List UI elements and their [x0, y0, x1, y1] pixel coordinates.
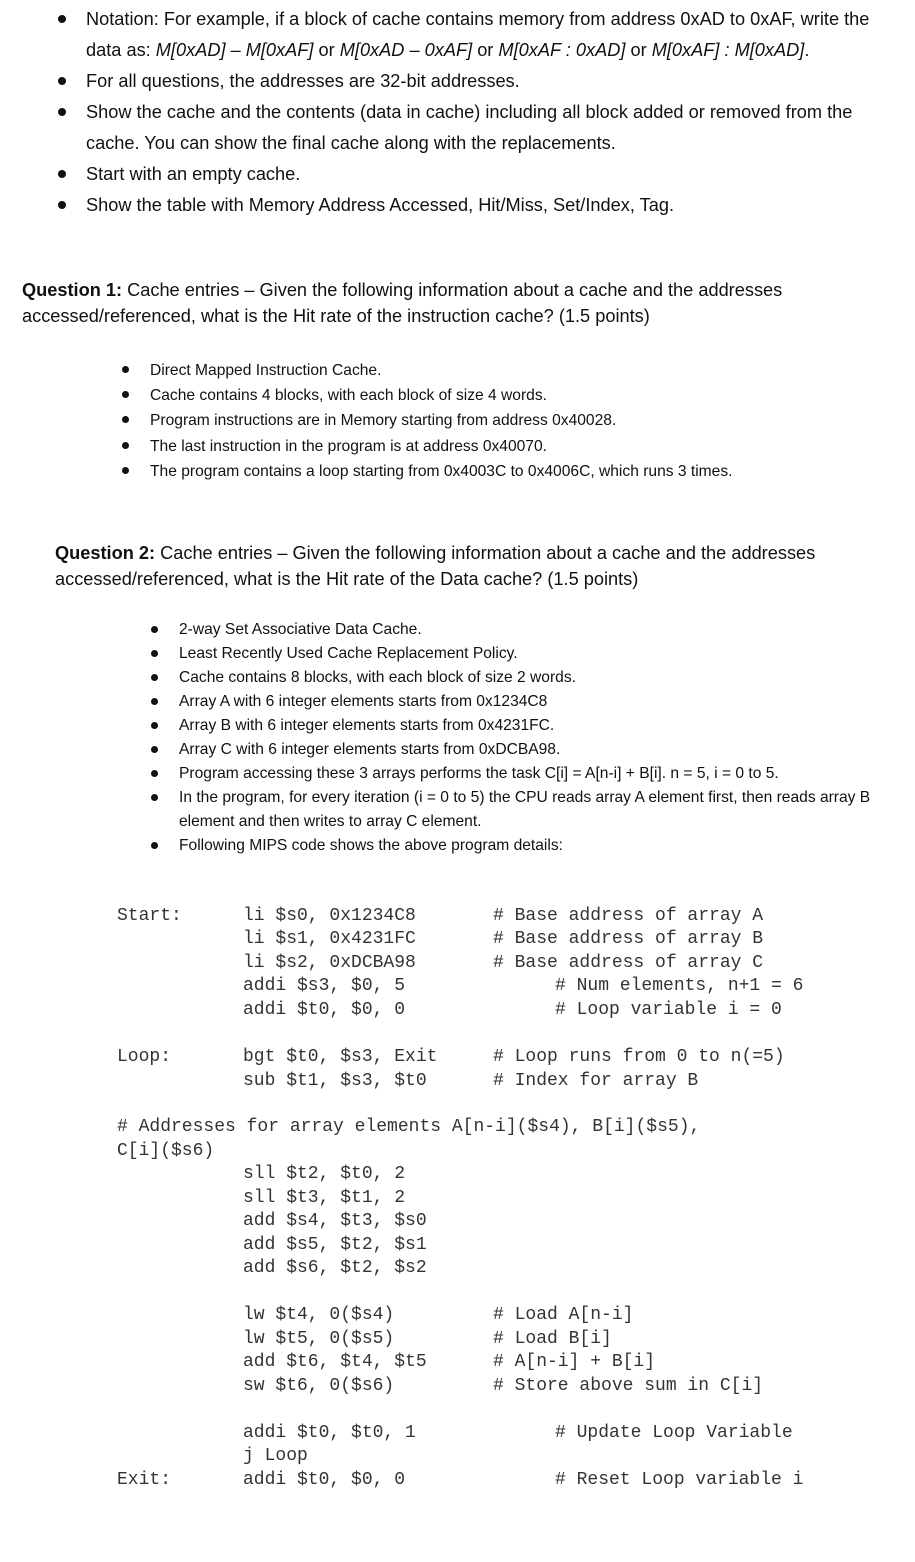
- code-comment: # Load B[i]: [493, 1329, 612, 1349]
- question-1-text: Cache entries – Given the following information about a cache and the addresses accessed/referenced, what is the Hit rate of the instruction cache? (1.5 points): [22, 280, 783, 326]
- code-comment: # Base address of array C: [493, 953, 764, 973]
- list-item: [86, 4, 876, 66]
- code-comment: C[i]($s6): [117, 1141, 215, 1161]
- code-comment: # Base address of array B: [493, 929, 764, 949]
- notation-form: M[0xAD – 0xAF]: [339, 40, 473, 60]
- code-instruction: bgt $t0, $s3, Exit: [243, 1047, 438, 1067]
- code-instruction: addi $t0, $0, 0: [243, 1000, 406, 1020]
- code-comment: # Reset Loop variable i: [555, 1470, 804, 1490]
- code-instruction: addi $t0, $t0, 1: [243, 1423, 416, 1443]
- notation-form: M[0xAD] – M[0xAF]: [155, 40, 314, 60]
- instructions-list: [86, 4, 876, 221]
- code-instruction: add $s6, $t2, $s2: [243, 1258, 427, 1278]
- code-instruction: lw $t5, 0($s5): [243, 1329, 395, 1349]
- exit-label: Exit:: [117, 1470, 172, 1490]
- code-instruction: li $s1, 0x4231FC: [243, 929, 416, 949]
- list-item: Show the cache and the contents (data in cache) including all block added or removed from the cache. You can show the final cache along with the replacements.: [86, 97, 876, 159]
- question-2-heading: [55, 540, 875, 592]
- list-item: Direct Mapped Instruction Cache.: [150, 358, 870, 383]
- question-1-heading: [22, 277, 874, 329]
- list-item: The last instruction in the program is at address 0x40070.: [150, 434, 870, 459]
- start-label: Start:: [117, 906, 182, 926]
- question-2-details: [179, 618, 879, 858]
- notation-note: Notation: For example, if a block of cache contains memory from address 0xAD to 0xAF, write the data as:: [86, 9, 870, 60]
- notation-end: .: [804, 40, 810, 60]
- list-item: Following MIPS code shows the above program details:: [179, 834, 879, 858]
- notation-form: M[0xAF : 0xAD]: [498, 40, 626, 60]
- code-comment: # Num elements, n+1 = 6: [555, 976, 804, 996]
- code-comment: # Update Loop Variable: [555, 1423, 793, 1443]
- list-item: Array B with 6 integer elements starts from 0x4231FC.: [179, 714, 879, 738]
- notation-or: or: [472, 40, 499, 60]
- list-item: In the program, for every iteration (i = 0 to 5) the CPU reads array A element first, then reads array B element and then writes to array C element.: [179, 786, 879, 834]
- notation-form: M[0xAF] : M[0xAD]: [651, 40, 805, 60]
- code-instruction: add $s5, $t2, $s1: [243, 1235, 427, 1255]
- code-instruction: sw $t6, 0($s6): [243, 1376, 395, 1396]
- list-item: Array A with 6 integer elements starts from 0x1234C8: [179, 690, 879, 714]
- list-item: Start with an empty cache.: [86, 159, 876, 190]
- list-item: Program instructions are in Memory starting from address 0x40028.: [150, 408, 870, 433]
- code-instruction: add $t6, $t4, $t5: [243, 1352, 427, 1372]
- question-1-label: Question 1:: [22, 280, 123, 300]
- question-2-label: Question 2:: [55, 543, 156, 563]
- code-instruction: li $s0, 0x1234C8: [243, 906, 416, 926]
- loop-label: Loop:: [117, 1047, 172, 1067]
- code-comment: # Load A[n-i]: [493, 1305, 634, 1325]
- code-instruction: sll $t2, $t0, 2: [243, 1164, 406, 1184]
- question-1-details: [150, 358, 870, 484]
- code-comment: # Loop variable i = 0: [555, 1000, 782, 1020]
- code-instruction: add $s4, $t3, $s0: [243, 1211, 427, 1231]
- code-instruction: sll $t3, $t1, 2: [243, 1188, 406, 1208]
- code-comment: # Loop runs from 0 to n(=5): [493, 1047, 785, 1067]
- list-item: For all questions, the addresses are 32-bit addresses.: [86, 66, 876, 97]
- list-item: The program contains a loop starting from 0x4003C to 0x4006C, which runs 3 times.: [150, 459, 870, 484]
- code-instruction: j Loop: [243, 1446, 308, 1466]
- list-item: Array C with 6 integer elements starts from 0xDCBA98.: [179, 738, 879, 762]
- code-instruction: li $s2, 0xDCBA98: [243, 953, 416, 973]
- code-comment: # A[n-i] + B[i]: [493, 1352, 656, 1372]
- notation-or: or: [625, 40, 652, 60]
- code-comment: # Base address of array A: [493, 906, 764, 926]
- code-comment: # Index for array B: [493, 1071, 699, 1091]
- list-item: Show the table with Memory Address Accessed, Hit/Miss, Set/Index, Tag.: [86, 190, 876, 221]
- notation-or: or: [313, 40, 340, 60]
- code-instruction: addi $t0, $0, 0: [243, 1470, 406, 1490]
- list-item: 2-way Set Associative Data Cache.: [179, 618, 879, 642]
- list-item: Program accessing these 3 arrays performs the task C[i] = A[n-i] + B[i]. n = 5, i = 0 to 5.: [179, 762, 879, 786]
- list-item: Cache contains 8 blocks, with each block of size 2 words.: [179, 666, 879, 690]
- code-comment: # Addresses for array elements A[n-i]($s4), B[i]($s5),: [117, 1117, 701, 1137]
- list-item: Cache contains 4 blocks, with each block of size 4 words.: [150, 383, 870, 408]
- code-comment: # Store above sum in C[i]: [493, 1376, 764, 1396]
- code-instruction: addi $s3, $0, 5: [243, 976, 406, 996]
- code-instruction: lw $t4, 0($s4): [243, 1305, 395, 1325]
- list-item: Least Recently Used Cache Replacement Policy.: [179, 642, 879, 666]
- code-instruction: sub $t1, $s3, $t0: [243, 1071, 427, 1091]
- question-2-text: Cache entries – Given the following information about a cache and the addresses accessed/referenced, what is the Hit rate of the Data cache? (1.5 points): [55, 543, 816, 589]
